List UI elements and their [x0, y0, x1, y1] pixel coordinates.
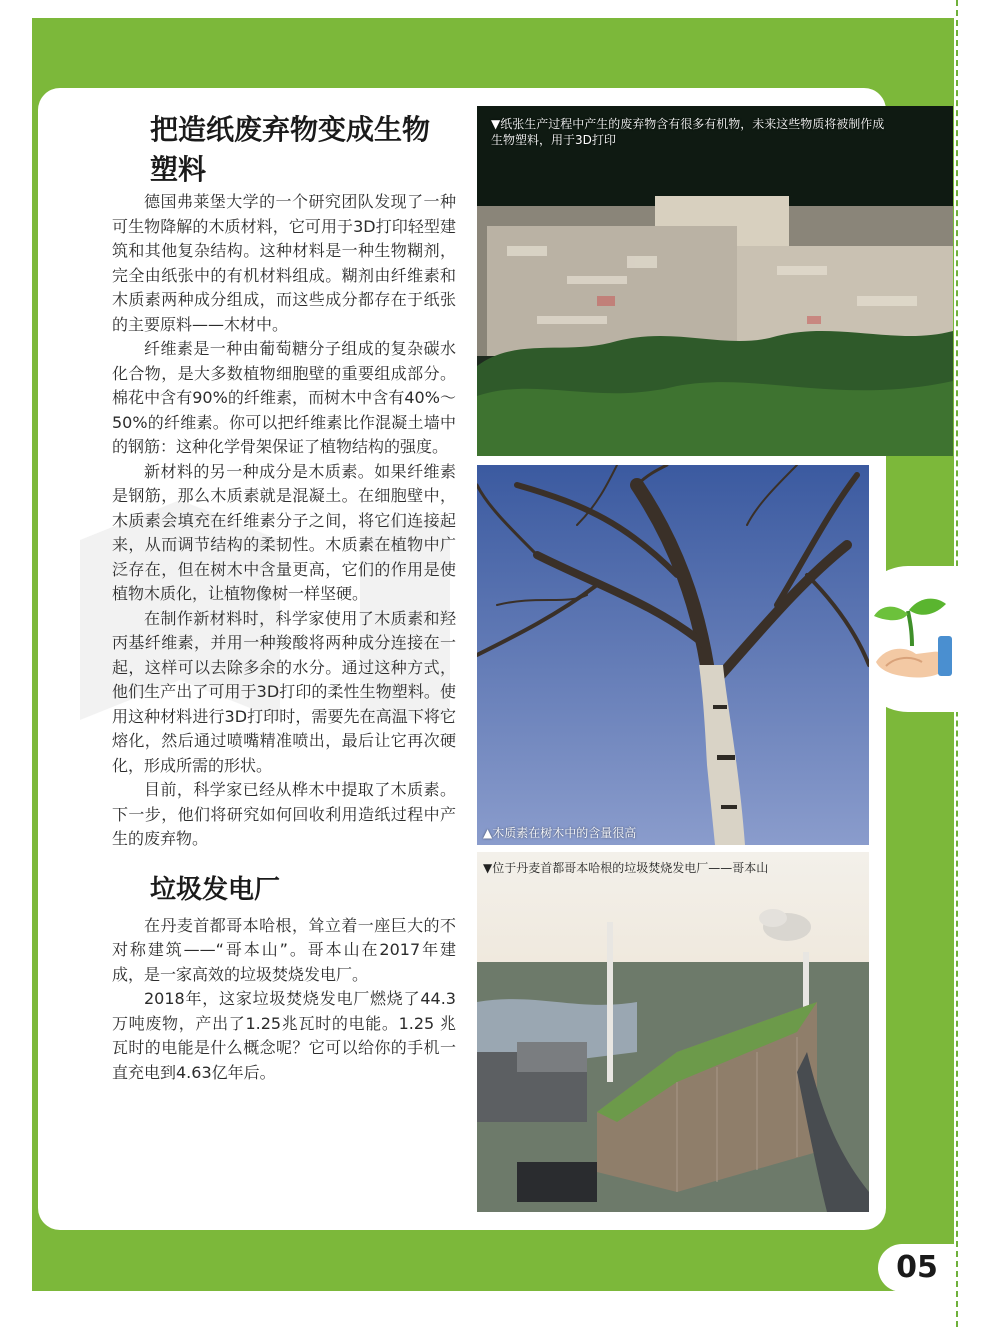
article2-paragraph: 在丹麦首都哥本哈根，耸立着一座巨大的不对称建筑——“哥本山”。哥本山在2017年建成，是一家高效的垃圾焚烧发电厂。 [112, 915, 456, 984]
article1-paragraph: 纤维素是一种由葡萄糖分子组成的复杂碳水化合物，是大多数植物细胞壁的重要组成部分。棉花中含有90%的纤维素，而树木中含有40%～50%的纤维素。你可以把纤维素比作混凝土墙中的钢筋：这种化学骨架保证了植物结构的强度。 [112, 339, 456, 456]
sprout-hands-icon [872, 576, 952, 702]
paper-waste-image [477, 106, 953, 456]
article1-paragraph: 新材料的另一种成分是木质素。如果纤维素是钢筋，那么木质素就是混凝土。在细胞壁中，木质素会填充在纤维素分子之间，将它们连接起来，从而调节结构的柔韧性。木质素在植物中广泛存在，但在树木中含量更高，它们的作用是使植物木质化，让植物像树一样坚硬。 [112, 461, 456, 603]
photo2-caption: ▲木质素在树木中的含量很高 [483, 826, 637, 840]
page-number: 05 [878, 1244, 956, 1292]
copenhill-image [477, 852, 869, 1212]
article2-title: 垃圾发电厂 [150, 874, 281, 905]
paper-waste-photo [477, 106, 953, 456]
photo1-caption: ▼纸张生产过程中产生的废弃物含有很多有机物，未来这些物质将被制作成生物塑料，用于3D打印 [491, 117, 885, 147]
birch-tree-image [477, 465, 869, 845]
photo3-caption: ▼位于丹麦首都哥本哈根的垃圾焚烧发电厂——哥本山 [483, 861, 769, 875]
article1-title: 把造纸废弃物变成生物塑料 [150, 113, 431, 186]
copenhill-photo [477, 852, 869, 1212]
article1-paragraph: 目前，科学家已经从桦木中提取了木质素。下一步，他们将研究如何回收利用造纸过程中产生的废弃物。 [112, 780, 456, 848]
article1-paragraph: 德国弗莱堡大学的一个研究团队发现了一种可生物降解的木质材料，它可用于3D打印轻型建筑和其他复杂结构。这种材料是一种生物糊剂，完全由纸张中的有机材料组成。糊剂由纤维素和木质素两种成分组成，而这些成分都存在于纸张的主要原料——木材中。 [112, 192, 456, 334]
article-column [112, 110, 456, 1085]
article2-paragraph: 2018年，这家垃圾焚烧发电厂燃烧了44.3万吨废物，产出了1.25兆瓦时的电能。1.25 兆瓦时的电能是什么概念呢？它可以给你的手机一直充电到4.63亿年后。 [112, 989, 456, 1082]
article1-paragraph: 在制作新材料时，科学家使用了木质素和羟丙基纤维素，并用一种羧酸将两种成分连接在一起，这样可以去除多余的水分。通过这种方式，他们生产出了可用于3D打印的柔性生物塑料。使用这种材料进行3D打印时，需要先在高温下将它熔化，然后通过喷嘴精准喷出，最后让它再次硬化，形成所需的形状。 [112, 608, 456, 775]
birch-tree-photo [477, 465, 869, 845]
